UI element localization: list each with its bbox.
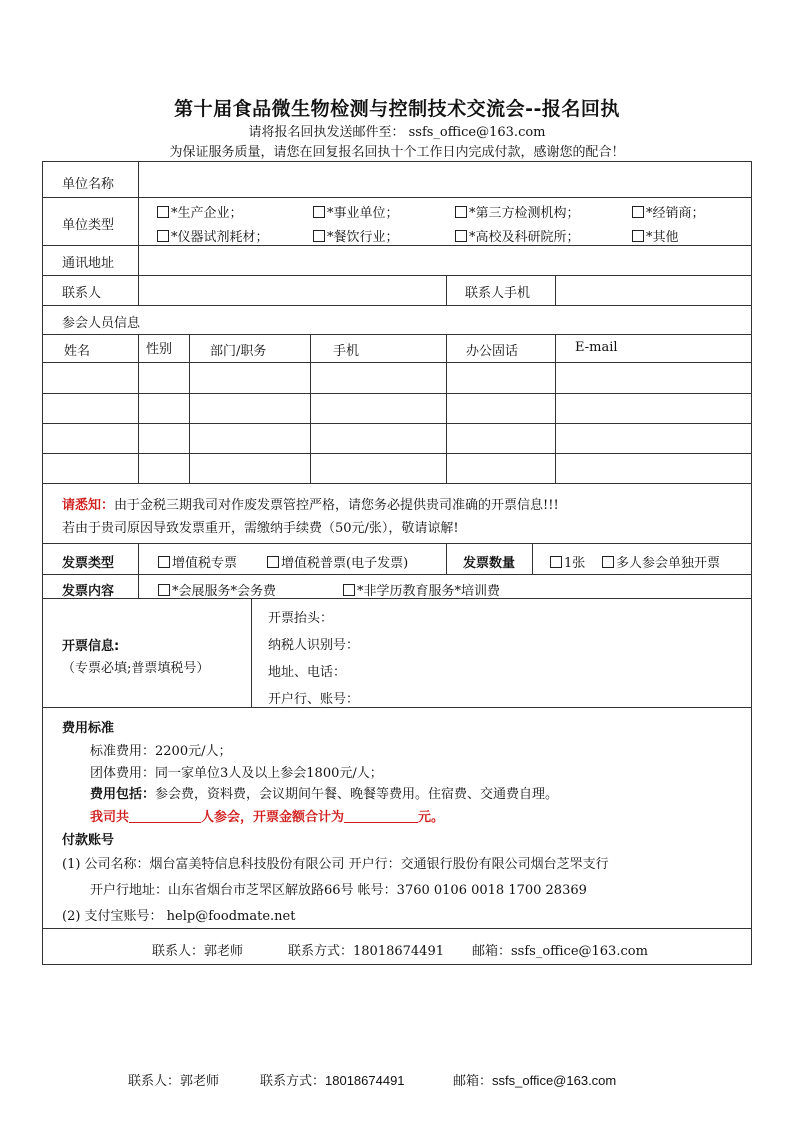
invoice-info-note: （专票必填;普票填税号） — [62, 661, 210, 676]
checkbox-icon — [267, 556, 279, 568]
column-header-office-phone: 办公固话 — [466, 344, 519, 359]
checkbox-icon — [632, 230, 644, 242]
payment-line-3: (2) 支付宝账号： help@foodmate.net — [62, 909, 296, 924]
fee-group: 团体费用：同一家单位3人及以上参会1800元/人； — [90, 766, 383, 781]
invoice-type-label: 发票类型 — [62, 556, 115, 571]
contact-label: 联系人 — [62, 286, 102, 301]
unit-type-option[interactable]: *生产企业； — [157, 202, 243, 221]
contact-phone-label: 联系人手机 — [465, 286, 531, 301]
invoice-title-field[interactable]: 开票抬头： — [268, 611, 334, 626]
unit-name-label: 单位名称 — [62, 177, 115, 192]
invoice-type-option[interactable]: 增值税专票 — [158, 552, 237, 571]
footer-person: 联系人：郭老师 — [128, 1073, 220, 1088]
checkbox-icon — [550, 556, 562, 568]
checkbox-icon — [632, 206, 644, 218]
notice-line: 为保证服务质量，请您在回复报名回执十个工作日内完成付款，感谢您的配合！ — [169, 145, 625, 160]
notice-line-2: 若由于贵司原因导致发票重开，需缴纳手续费（50元/张），敬请谅解! — [62, 521, 459, 536]
checkbox-icon — [455, 230, 467, 242]
fees-heading: 费用标准 — [62, 721, 115, 736]
attendee-count-blank[interactable] — [129, 808, 201, 823]
checkbox-icon — [157, 206, 169, 218]
invoice-qty-option[interactable]: 多人参会单独开票 — [602, 552, 720, 571]
payment-line-2: 开户行地址：山东省烟台市芝罘区解放路66号 帐号：3760 0106 0018 1700 28369 — [90, 883, 587, 898]
contact-person: 联系人：郭老师 — [152, 944, 244, 959]
checkbox-icon — [313, 230, 325, 242]
unit-name-field[interactable] — [140, 163, 750, 196]
notice-line-1: 请悉知：由于金税三期我司对作废发票管控严格，请您务必提供贵司准确的开票信息!!! — [62, 498, 559, 513]
unit-type-option[interactable]: *第三方检测机构； — [455, 202, 580, 221]
contact-phone-field[interactable] — [557, 277, 750, 304]
attendees-label: 参会人员信息 — [62, 316, 141, 331]
checkbox-icon — [343, 584, 355, 596]
unit-type-option[interactable]: *餐饮行业； — [313, 226, 399, 245]
checkbox-icon — [455, 206, 467, 218]
invoice-info-label: 开票信息: — [62, 639, 120, 654]
invoice-content-option[interactable]: *会展服务*会务费 — [158, 580, 276, 599]
footer-phone: 联系方式：18018674491 — [260, 1073, 405, 1088]
contact-email: 邮箱：ssfs_office@163.com — [472, 944, 648, 959]
fee-total-line: 我司共 人参会，开票金额合计为 元。 — [90, 810, 445, 825]
column-header-name: 姓名 — [64, 344, 91, 359]
bank-account-field[interactable]: 开户行、账号： — [268, 692, 360, 707]
invoice-content-label: 发票内容 — [62, 584, 115, 599]
checkbox-icon — [158, 584, 170, 596]
amount-blank[interactable] — [344, 808, 418, 823]
footer-email: 邮箱：ssfs_office@163.com — [453, 1073, 617, 1088]
invoice-content-option[interactable]: *非学历教育服务*培训费 — [343, 580, 500, 599]
fee-standard: 标准费用：2200元/人； — [90, 744, 232, 759]
address-label: 通讯地址 — [62, 256, 115, 271]
column-header-department: 部门/职务 — [210, 344, 267, 359]
invoice-qty-option[interactable]: 1张 — [550, 552, 585, 571]
checkbox-icon — [313, 206, 325, 218]
contact-field[interactable] — [140, 277, 445, 304]
checkbox-icon — [158, 556, 170, 568]
payment-heading: 付款账号 — [62, 833, 115, 848]
invoice-type-option[interactable]: 增值税普票(电子发票) — [267, 552, 408, 571]
column-header-gender: 性别 — [146, 342, 173, 357]
payment-line-1: (1) 公司名称：烟台富美特信息科技股份有限公司 开户行：交通银行股份有限公司烟台芝罘支行 — [62, 857, 609, 872]
unit-type-option[interactable]: *高校及科研院所； — [455, 226, 580, 245]
address-phone-field[interactable]: 地址、电话： — [268, 665, 347, 680]
checkbox-icon — [157, 230, 169, 242]
column-header-mobile: 手机 — [333, 344, 360, 359]
contact-phone: 联系方式：18018674491 — [288, 944, 444, 959]
taxpayer-id-field[interactable]: 纳税人识别号： — [268, 638, 360, 653]
fee-includes: 费用包括：参会费，资料费，会议期间午餐、晚餐等费用。住宿费、交通费自理。 — [90, 787, 559, 802]
unit-type-option[interactable]: *经销商； — [632, 202, 705, 221]
column-header-email: E-mail — [575, 340, 618, 355]
unit-type-option[interactable]: *仪器试剂耗材； — [157, 226, 269, 245]
send-to-line: 请将报名回执发送邮件至： ssfs_office@163.com — [248, 125, 546, 140]
address-field[interactable] — [140, 247, 750, 274]
checkbox-icon — [602, 556, 614, 568]
unit-type-label: 单位类型 — [62, 218, 115, 233]
unit-type-option[interactable]: *其他 — [632, 226, 679, 245]
page-title: 第十届食品微生物检测与控制技术交流会--报名回执 — [174, 98, 620, 120]
unit-type-option[interactable]: *事业单位； — [313, 202, 399, 221]
invoice-qty-label: 发票数量 — [463, 556, 516, 571]
